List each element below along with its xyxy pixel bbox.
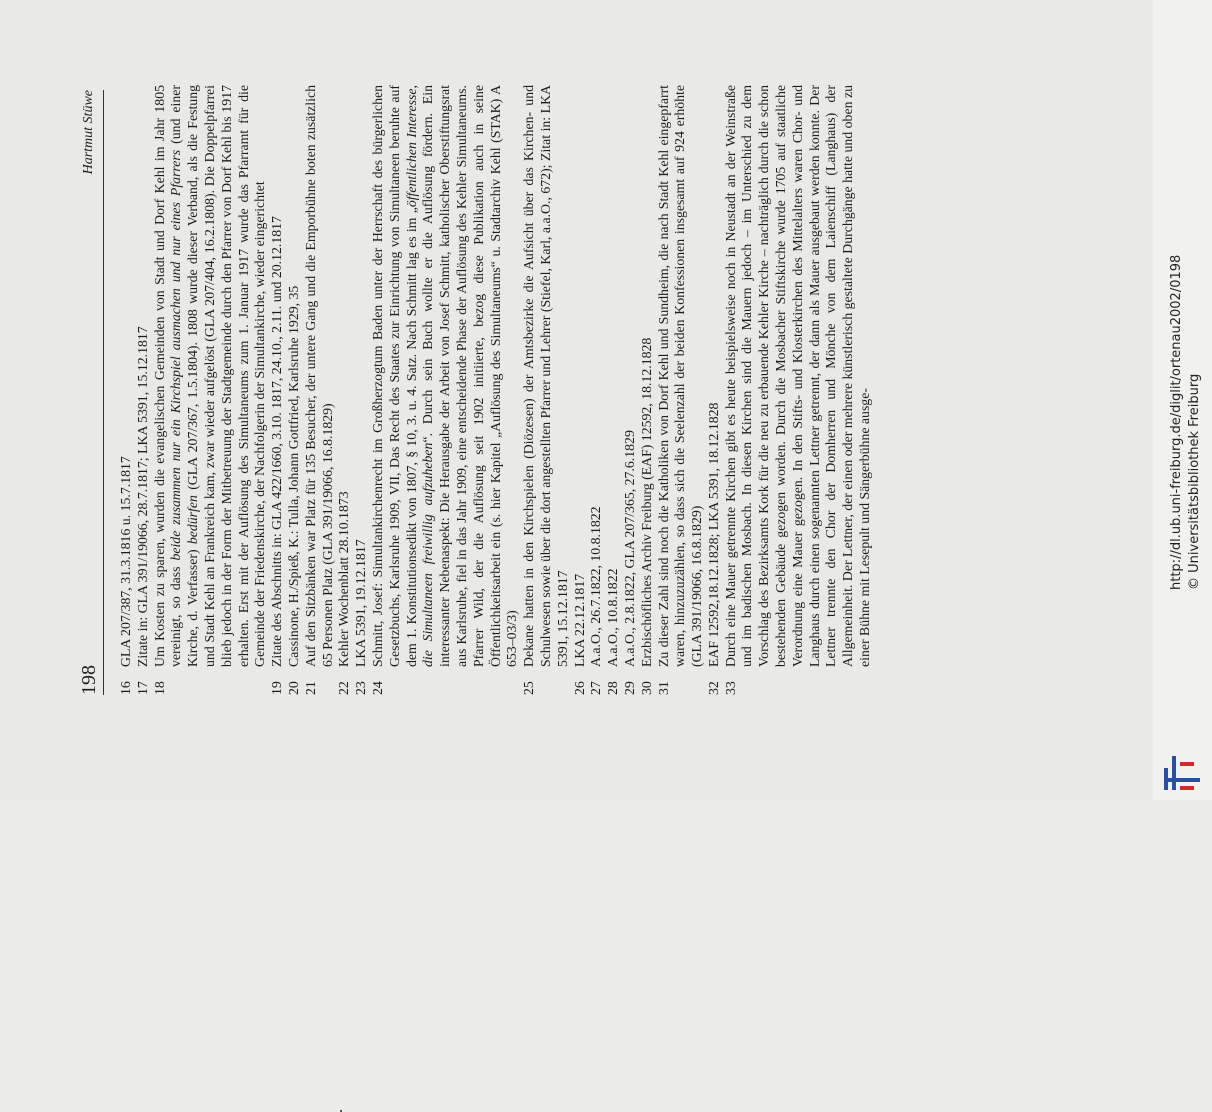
footnote-number: 16 (118, 681, 133, 695)
footnote-number: 19 (269, 681, 285, 695)
footnote-number: 28 (605, 681, 621, 695)
footnote-number: 18 (151, 681, 167, 695)
footnote-18 (152, 85, 270, 695)
copyright-notice: © Universitätsbibliothek Freiburg (1187, 373, 1202, 590)
footnote-text: GLA 207/387, 31.3.1816 u. 15.7.1817 (118, 456, 133, 667)
footnote-text: Durch eine Mauer getrennte Kirchen gibt es heute beispielsweise noch in Neustadt an der Weinstraße und im badischen Mosbach. In diesen Kirchen sind die Mauern jedoch – im Unterschied zu dem Vorschlag des Bezirksamts Kork für die neu zu erbauende Kehler Kirche – nachträglich durch die schon bestehenden Gebäude gezogen worden. Durch die Mosbacher Stiftskirche wurde 1705 auf staatliche Verordnung eine Mauer gezogen. In den Stifts- und Klosterkirchen des Mittelalters waren Chor- und Langhaus durch einen sogenannten Lettner getrennt, der dann als Mauer ausgebaut werden konnte. Der Lettner trennte den Chor der Domherren und Mönche von dem Laienschiff (Langhaus) der Allgemeinheit. Der Lettner, der einen oder mehrere künstlerisch gestaltete Durchgänge hatte und oben zu einer Bühne mit Lesepult und Sängerbühne ausge- (722, 85, 873, 667)
footnote-text: Dekane hatten in den Kirchspielen (Diözesen) der Amtsbezirke die Aufsicht über das Kirchen- und Schulwesen sowie über die dort angestellten Pfarrer und Lehrer (Stiefel, Karl, a.a.O., 672); Zitat in: LKA 5391, 15.12.1817 (521, 85, 570, 667)
footnote-number: 32 (705, 681, 721, 695)
source-url[interactable]: http://dl.ub.uni-freiburg.de/diglit/ortenau2002/0198 (1169, 254, 1184, 590)
page-number: 198 (78, 665, 100, 695)
footnote-22 (336, 85, 353, 695)
footnote-27 (588, 85, 605, 695)
footnote-number: 24 (369, 681, 385, 695)
footnote-text: Zitate des Abschnitts in: GLA 422/1660, 3.10. 1817, 24.10., 2.11. und 20.12.1817 (269, 216, 285, 667)
footnote-text: Zitate in: GLA 391/19066, 28.7.1817; LKA 5391, 15.12.1817 (134, 326, 150, 667)
footnote-text: A.a.O., 10.8.1822 (605, 568, 621, 667)
footnote-20 (286, 85, 303, 695)
footnote-text: Zu dieser Zahl sind noch die Katholiken von Dorf Kehl und Sundheim, die nach Stadt Kehl eingepfarrt waren, hinzuzuzählen, so dass sich die Seelenzahl der beiden Konfessionen insgesamt auf 924 erhöhte (GLA 391/19066, 16.8.1829) (655, 85, 705, 667)
footnote-24 (370, 85, 521, 695)
footnote-28 (605, 85, 622, 695)
footnote-31 (656, 85, 706, 695)
footnote-text: Schmitt, Josef: Simultankirchenrecht im Großherzogtum Baden unter der Herrschaft des bürgerlichen Gesetzbuchs, Karlsruhe 1909, VII, Das Recht des Staates zur Einrichtung von Simultaneen beruhte auf dem 1. Konstitutionsedikt von 1807, § 10, 3. u. 4. Satz. Nach Schmitt lag es im „öffentlichen Interesse, die Simultaneen freiwillig aufzuheben“. Durch sein Buch wollte er die Auflösung fördern. Ein interessanter Nebenaspekt: Die Herausgabe der Arbeit von Josef Schmitt, katholischer Oberstiftungsrat aus Karlsruhe, fiel in das Jahr 1909, eine entscheidende Phase der Auflösung des Kehler Simultaneums. Pfarrer Wild, der die Auflösung seit 1902 initiierte, bezog diese Publikation auch in seine Öffentlichkeitsarbeit ein (s. hier Kapitel „Auflösung des Simultaneums“ u. Stadtarchiv Kehl (STAK) A 653–03/3) (369, 85, 520, 667)
footnote-text: A.a.O., 2.8.1822, GLA 207/365, 27.6.1829 (621, 430, 637, 667)
running-header (78, 90, 104, 695)
footnote-text: Um Kosten zu sparen, wurden die evangelischen Gemeinden von Stadt und Dorf Kehl im Jahr 1805 vereinigt, so dass beide zusammen nur ein Kirchspiel ausmachen und nur eines Pfarrers (und einer Kirche, d. Verfasser) bedürfen (GLA 207/367, 1.5.1804). 1808 wurde dieser Verband, als die Festung und Stadt Kehl an Frankreich kam, zwar wieder aufgelöst (GLA 207/404, 16.2.1808). Die Doppelpfarrei blieb jedoch in der Form der Mitbetreuung der Stadtgemeinde durch den Pfarrer von Dorf Kehl bis 1917 erhalten. Erst mit der Auflösung des Simultaneums zum 1. Januar 1917 wurde das Pfarramt für die Gemeinde der Friedenskirche, der Nachfolgerin der Simultankirche, wieder eingerichtet (151, 85, 268, 667)
footnote-16 (118, 85, 135, 695)
footnotes (118, 85, 874, 695)
footnote-text: LKA 5391, 19.12.1817 (353, 539, 369, 667)
footnote-text: Kehler Wochenblatt 28.10.1873 (336, 491, 352, 667)
library-logo-icon (1162, 748, 1202, 794)
footnote-number: 33 (722, 681, 738, 695)
footnote-32 (706, 85, 723, 695)
footnote-17 (135, 85, 152, 695)
footnote-19 (269, 85, 286, 695)
footnote-number: 31 (655, 681, 671, 695)
footnote-text: Cassinone, H./Spieß, K.: Tulla, Johann Gottfried, Karlsruhe 1929, 35 (285, 285, 301, 667)
footnote-number: 22 (336, 681, 352, 695)
header-rule (103, 90, 104, 695)
footnote-number: 20 (285, 681, 301, 695)
footnote-25 (521, 85, 571, 695)
footnote-number: 26 (571, 681, 587, 695)
footnote-text: LKA 22.12.1817 (571, 573, 587, 667)
footnote-number: 25 (521, 681, 537, 695)
footnote-29 (622, 85, 639, 695)
author-name: Hartmut Stüwe (81, 90, 96, 175)
footnote-33 (723, 85, 874, 695)
sidebar-text (1153, 0, 1212, 800)
footnote-30 (639, 85, 656, 695)
footnote-23 (353, 85, 370, 695)
footnote-text: A.a.O., 26.7.1822, 10.8.1822 (588, 506, 604, 667)
footnote-26 (572, 85, 589, 695)
footnote-text: EAF 12592,18.12.1828; LKA 5391, 18.12.1828 (705, 402, 721, 667)
footnote-number: 23 (353, 681, 369, 695)
footnote-text: Erzbischöfliches Archiv Freiburg (EAF) 12592, 18.12.1828 (638, 337, 654, 667)
footnote-21 (303, 85, 337, 695)
footnote-number: 29 (621, 681, 637, 695)
footnote-number: 17 (134, 681, 150, 695)
footnote-number: 30 (638, 681, 654, 695)
footnote-number: 21 (302, 681, 318, 695)
footnote-text: Auf den Sitzbänken war Platz für 135 Besucher, der untere Gang und die Emporbühne boten zusätzlich 65 Personen Platz (GLA 391/19066, 16.8.1829) (302, 85, 335, 667)
footnote-number: 27 (588, 681, 604, 695)
